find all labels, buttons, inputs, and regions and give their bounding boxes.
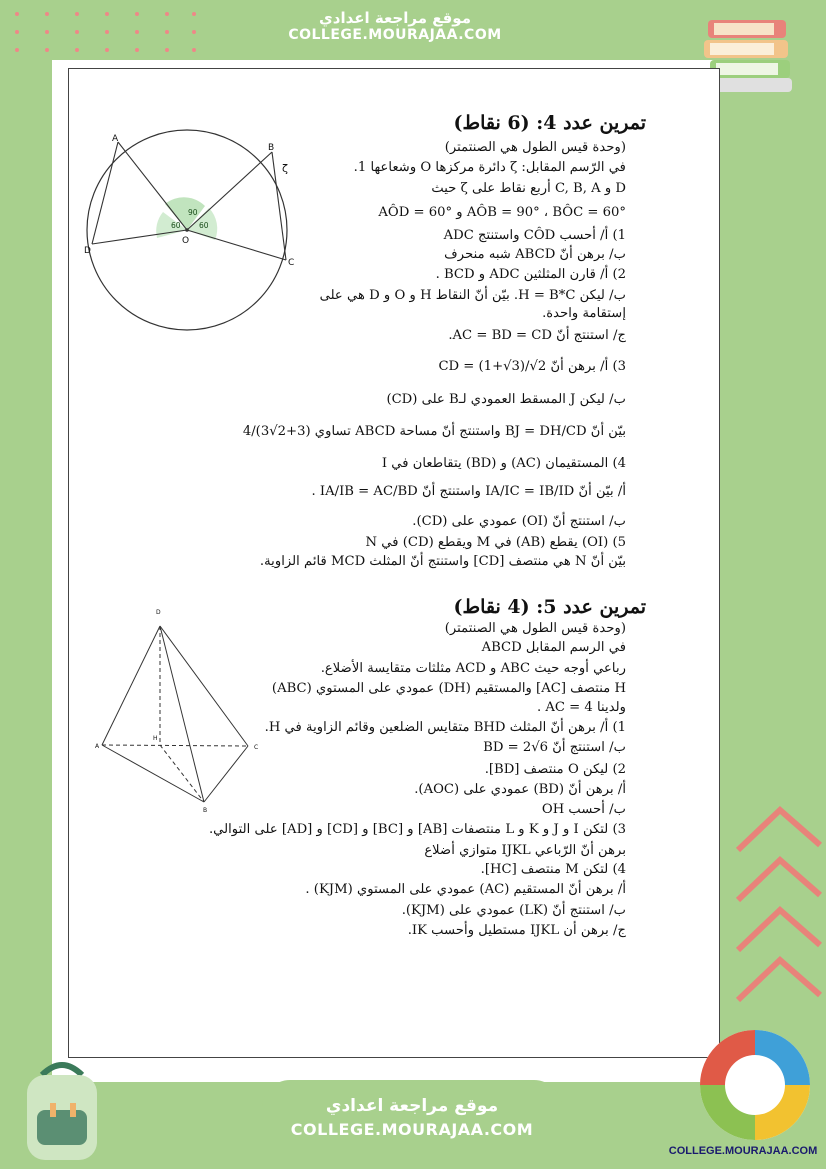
ex4-line: D و C, B, A أربع نقاط على ζ حيث <box>431 181 626 196</box>
ex4-line: إستقامة واحدة. <box>542 306 626 321</box>
angle-label: 90 <box>188 208 198 217</box>
label-b: B <box>268 143 275 153</box>
ex4-line: 5) (OI) يقطع (AB) في M ويقطع (CD) في N <box>365 535 626 550</box>
ex4-line: 3) أ/ برهن أنّ CD = (1+√3)/√2 <box>438 359 626 374</box>
ex5-line: ب/ استنتج أنّ BD = 2√6 <box>483 740 626 755</box>
label-a: A <box>95 743 100 750</box>
header-site-tab[interactable] <box>265 0 525 58</box>
decorative-dots <box>10 0 200 60</box>
ex5-line: في الرسم المقابل ABCD <box>481 640 626 655</box>
angle-label: 60 <box>199 221 209 230</box>
ex5-line: 2) ليكن O منتصف [BD]. <box>484 762 626 777</box>
ex4-line: ب/ برهن أنّ ABCD شبه منحرف <box>444 247 626 262</box>
ex4-line: 2) أ/ قارن المثلثين ADC و BCD . <box>435 267 626 282</box>
backpack-icon <box>12 1055 112 1165</box>
ex4-line: ب/ ليكن J المسقط العمودي لـB على (CD) <box>386 392 626 407</box>
footer-site-url[interactable]: COLLEGE.MOURAJAA.COM <box>290 1120 534 1139</box>
header-site-url[interactable]: COLLEGE.MOURAJAA.COM <box>288 27 502 43</box>
footer-site-tab[interactable] <box>262 1080 562 1169</box>
label-h: H <box>153 735 158 742</box>
footer-site-name: موقع مراجعة اعدادي <box>325 1096 499 1116</box>
ex5-line: برهن أنّ الرّباعي IJKL متوازي أضلاع <box>424 843 626 858</box>
label-d: D <box>156 609 161 616</box>
ex4-line: ب/ ليكن H = B*C. بيّن أنّ النقاط H و O و D هي على <box>319 288 626 303</box>
logo-caption: COLLEGE.MOURAJAA.COM <box>668 1145 818 1157</box>
label-a: A <box>112 134 119 144</box>
ex5-line: 1) أ/ برهن أنّ المثلث BHD متقايس الضلعين وقائم الزاوية في H. <box>264 720 626 735</box>
ex4-line: 4) المستقيمان (AC) و (BD) يتقاطعان في I <box>381 456 626 471</box>
tetrahedron-figure <box>90 600 270 815</box>
label-b: B <box>203 807 208 814</box>
exercise4-title: تمرين عدد 4: (6 نقاط) <box>453 112 646 134</box>
ex4-line: ج/ استنتج أنّ AC = BD = CD. <box>448 328 626 343</box>
ex5-line: 3) لتكن I و J و K و L منتصفات [AB] و [BC] و [CD] و [AD] على التوالي. <box>208 822 626 837</box>
ex5-line: أ/ برهن أنّ (BD) عمودي على (AOC). <box>414 782 626 797</box>
ex5-line: ب/ أحسب OH <box>541 802 626 817</box>
ex4-line: أ/ بيّن أنّ IA/IC = IB/ID واستنتج أنّ IA/IB = AC/BD . <box>311 484 626 499</box>
angle-label: 60 <box>171 221 181 230</box>
ex4-line: 1) أ/ أحسب CÔD واستنتج ADC <box>443 228 626 243</box>
ex5-line: ج/ برهن أن IJKL مستطيل وأحسب IK. <box>407 923 626 938</box>
ex5-line: 4) لتكن M منتصف [HC]. <box>480 862 626 877</box>
label-d: D <box>84 246 91 256</box>
label-zeta: ζ <box>282 162 288 175</box>
ex5-line: رباعي أوجه حيث ABC و ACD مثلثات متقايسة الأضلاع. <box>320 661 626 676</box>
chevron-decoration <box>730 790 825 1050</box>
ex4-line: ب/ استنتج أنّ (OI) عمودي على (CD). <box>412 514 626 529</box>
header-site-name: موقع مراجعة اعدادي <box>319 9 471 27</box>
circle-figure <box>85 130 310 355</box>
ex4-line: بيّن أنّ N هي منتصف [CD] واستنتج أنّ المثلث MCD قائم الزاوية. <box>259 554 626 569</box>
ex4-line: في الرّسم المقابل: ζ دائرة مركزها O وشعاعها 1. <box>353 160 626 175</box>
ex4-line: (وحدة قيس الطول هي الصنتمتر) <box>444 140 626 155</box>
exercise5-title: تمرين عدد 5: (4 نقاط) <box>453 596 646 618</box>
label-o: O <box>182 236 190 246</box>
ex5-line: ب/ استنتج أنّ (LK) عمودي على (KJM). <box>401 903 626 918</box>
ex5-line: (وحدة قيس الطول هي الصنتمتر) <box>444 621 626 636</box>
ex5-line: ولدينا AC = 4 . <box>536 700 626 715</box>
ex5-line: أ/ برهن أنّ المستقيم (AC) عمودي على المستوي (KJM) . <box>305 882 626 897</box>
site-logo-icon <box>695 1025 815 1145</box>
ex4-line: AÔB = 90° ، BÔC = 60° و AÔD = 60° <box>378 205 626 220</box>
ex5-line: H منتصف [AC] والمستقيم (DH) عمودي على المستوي (ABC) <box>271 681 626 696</box>
label-c: C <box>254 744 259 751</box>
ex4-line: بيّن أنّ BJ = DH/CD واستنتج أنّ مساحة ABCD تساوي (3+2√3)/4 <box>242 424 626 439</box>
label-c: C <box>288 258 295 268</box>
